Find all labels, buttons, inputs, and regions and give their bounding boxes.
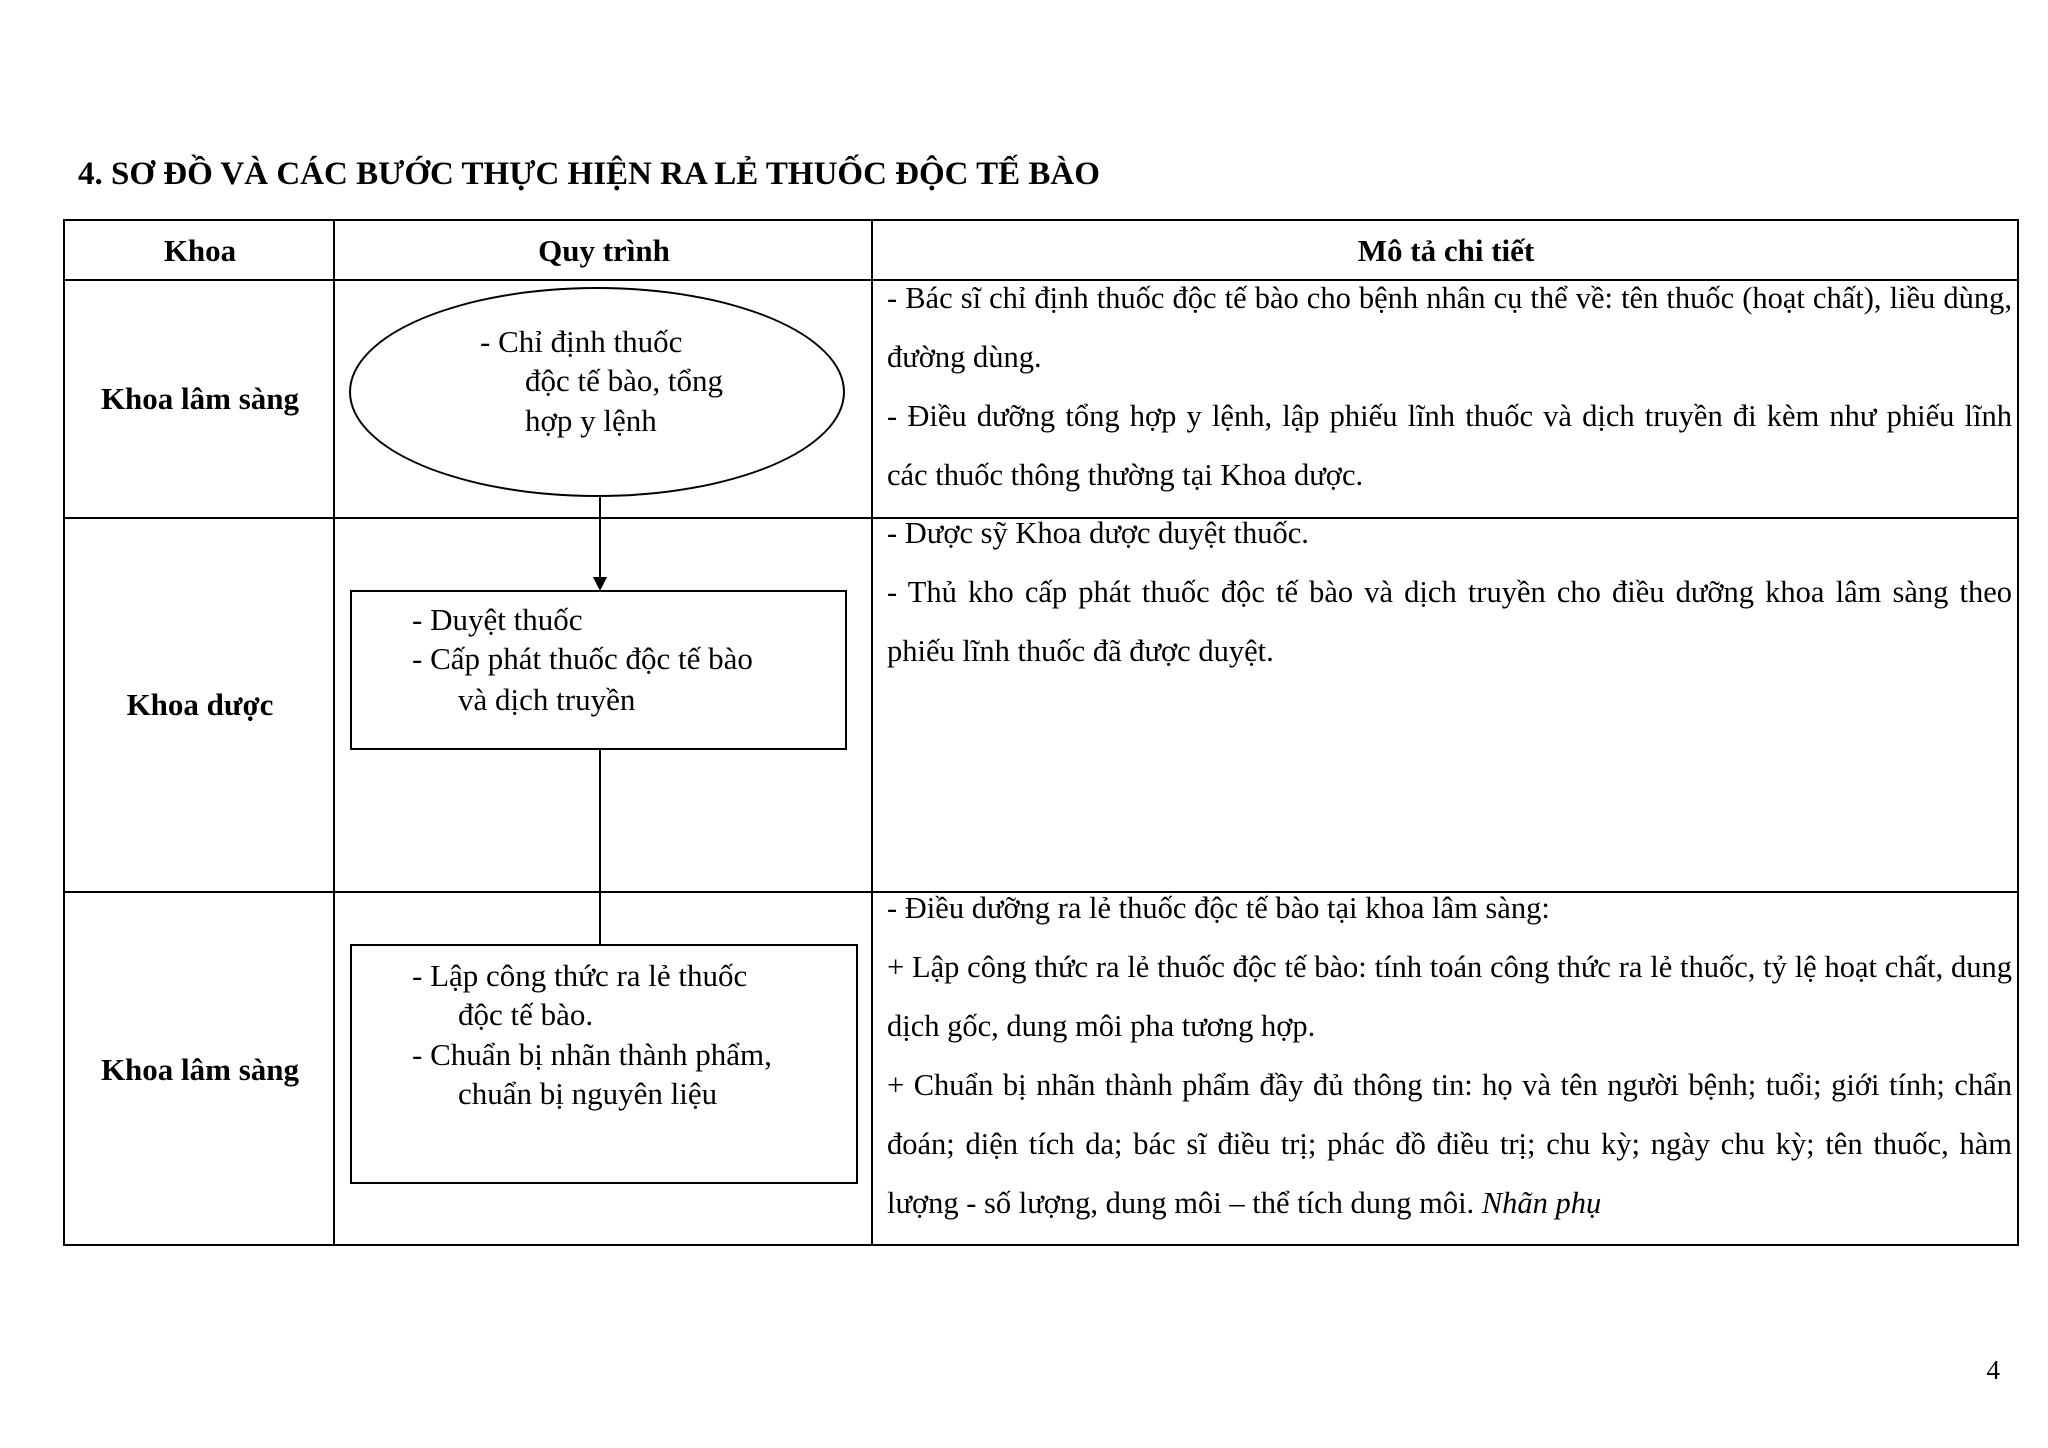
description-line: - Dược sỹ Khoa dược duyệt thuốc.: [887, 516, 1309, 550]
flow-text-line: độc tế bào.: [458, 997, 594, 1032]
flow-text-line: độc tế bào, tổng: [525, 363, 724, 398]
dept-cell-row-3: Khoa lâm sàng: [100, 1051, 300, 1087]
section-title: 4. SƠ ĐỒ VÀ CÁC BƯỚC THỰC HIỆN RA LẺ THUỐC ĐỘC TẾ BÀO: [78, 156, 1100, 192]
flow-connector: [599, 497, 601, 578]
description-line: - Điều dưỡng ra lẻ thuốc độc tế bào tại khoa lâm sàng:: [887, 891, 1550, 925]
description-line: + Lập công thức ra lẻ thuốc độc tế bào: tính toán công thức ra lẻ thuốc, tỷ lệ hoạt chất, dung dịch gốc, dung môi pha tương hợp.: [887, 950, 2012, 1043]
flow-text-line: - Lập công thức ra lẻ thuốc: [412, 958, 748, 993]
flow-text-line: - Chuẩn bị nhãn thành phẩm,: [412, 1037, 772, 1072]
column-divider: [871, 221, 873, 1244]
flow-text-line: và dịch truyền: [458, 682, 636, 717]
flow-text-line: hợp y lệnh: [525, 403, 657, 438]
header-mo-ta: Mô tả chi tiết: [1357, 233, 1535, 268]
dept-cell-row-2: Khoa dược: [126, 687, 274, 722]
description-line: [887, 1056, 2012, 1233]
flow-connector: [599, 750, 601, 944]
dept-cell-row-1: Khoa lâm sàng: [100, 381, 300, 416]
italic-note: Nhãn phụ: [1481, 1186, 1602, 1220]
flow-text-line: - Duyệt thuốc: [412, 602, 583, 637]
page-number: 4: [1986, 1355, 2000, 1385]
description-row-2: [887, 504, 2012, 681]
header-quy-trinh: Quy trình: [538, 233, 670, 268]
header-khoa: Khoa: [163, 233, 237, 268]
flow-text-line: - Cấp phát thuốc độc tế bào: [412, 641, 753, 676]
flow-text-line: - Chỉ định thuốc: [480, 324, 683, 359]
description-line: - Bác sĩ chỉ định thuốc độc tế bào cho bệnh nhân cụ thể về: tên thuốc (hoạt chất), liều dùng, đường dùng.: [887, 281, 2012, 374]
description-line: - Điều dưỡng tổng hợp y lệnh, lập phiếu lĩnh thuốc và dịch truyền đi kèm như phiếu lĩnh các thuốc thông thường tại Khoa dược.: [887, 399, 2012, 492]
arrow-down-icon: [593, 577, 607, 591]
description-row-1: [887, 269, 2012, 505]
flow-text-line: chuẩn bị nguyên liệu: [458, 1076, 718, 1111]
description-text: + Chuẩn bị nhãn thành phẩm đầy đủ thông tin: họ và tên người bệnh; tuổi; giới tính; chẩn đoán; diện tích da; bác sĩ điều trị; phác đồ điều trị; chu kỳ; ngày chu kỳ; tên thuốc, hàm lượng - số lượng, dung môi – thể tích dung môi.: [887, 1068, 2012, 1220]
description-row-3: [887, 879, 2012, 1233]
description-line: - Thủ kho cấp phát thuốc độc tế bào và dịch truyền cho điều dưỡng khoa lâm sàng theo phiếu lĩnh thuốc đã được duyệt.: [887, 575, 2012, 668]
